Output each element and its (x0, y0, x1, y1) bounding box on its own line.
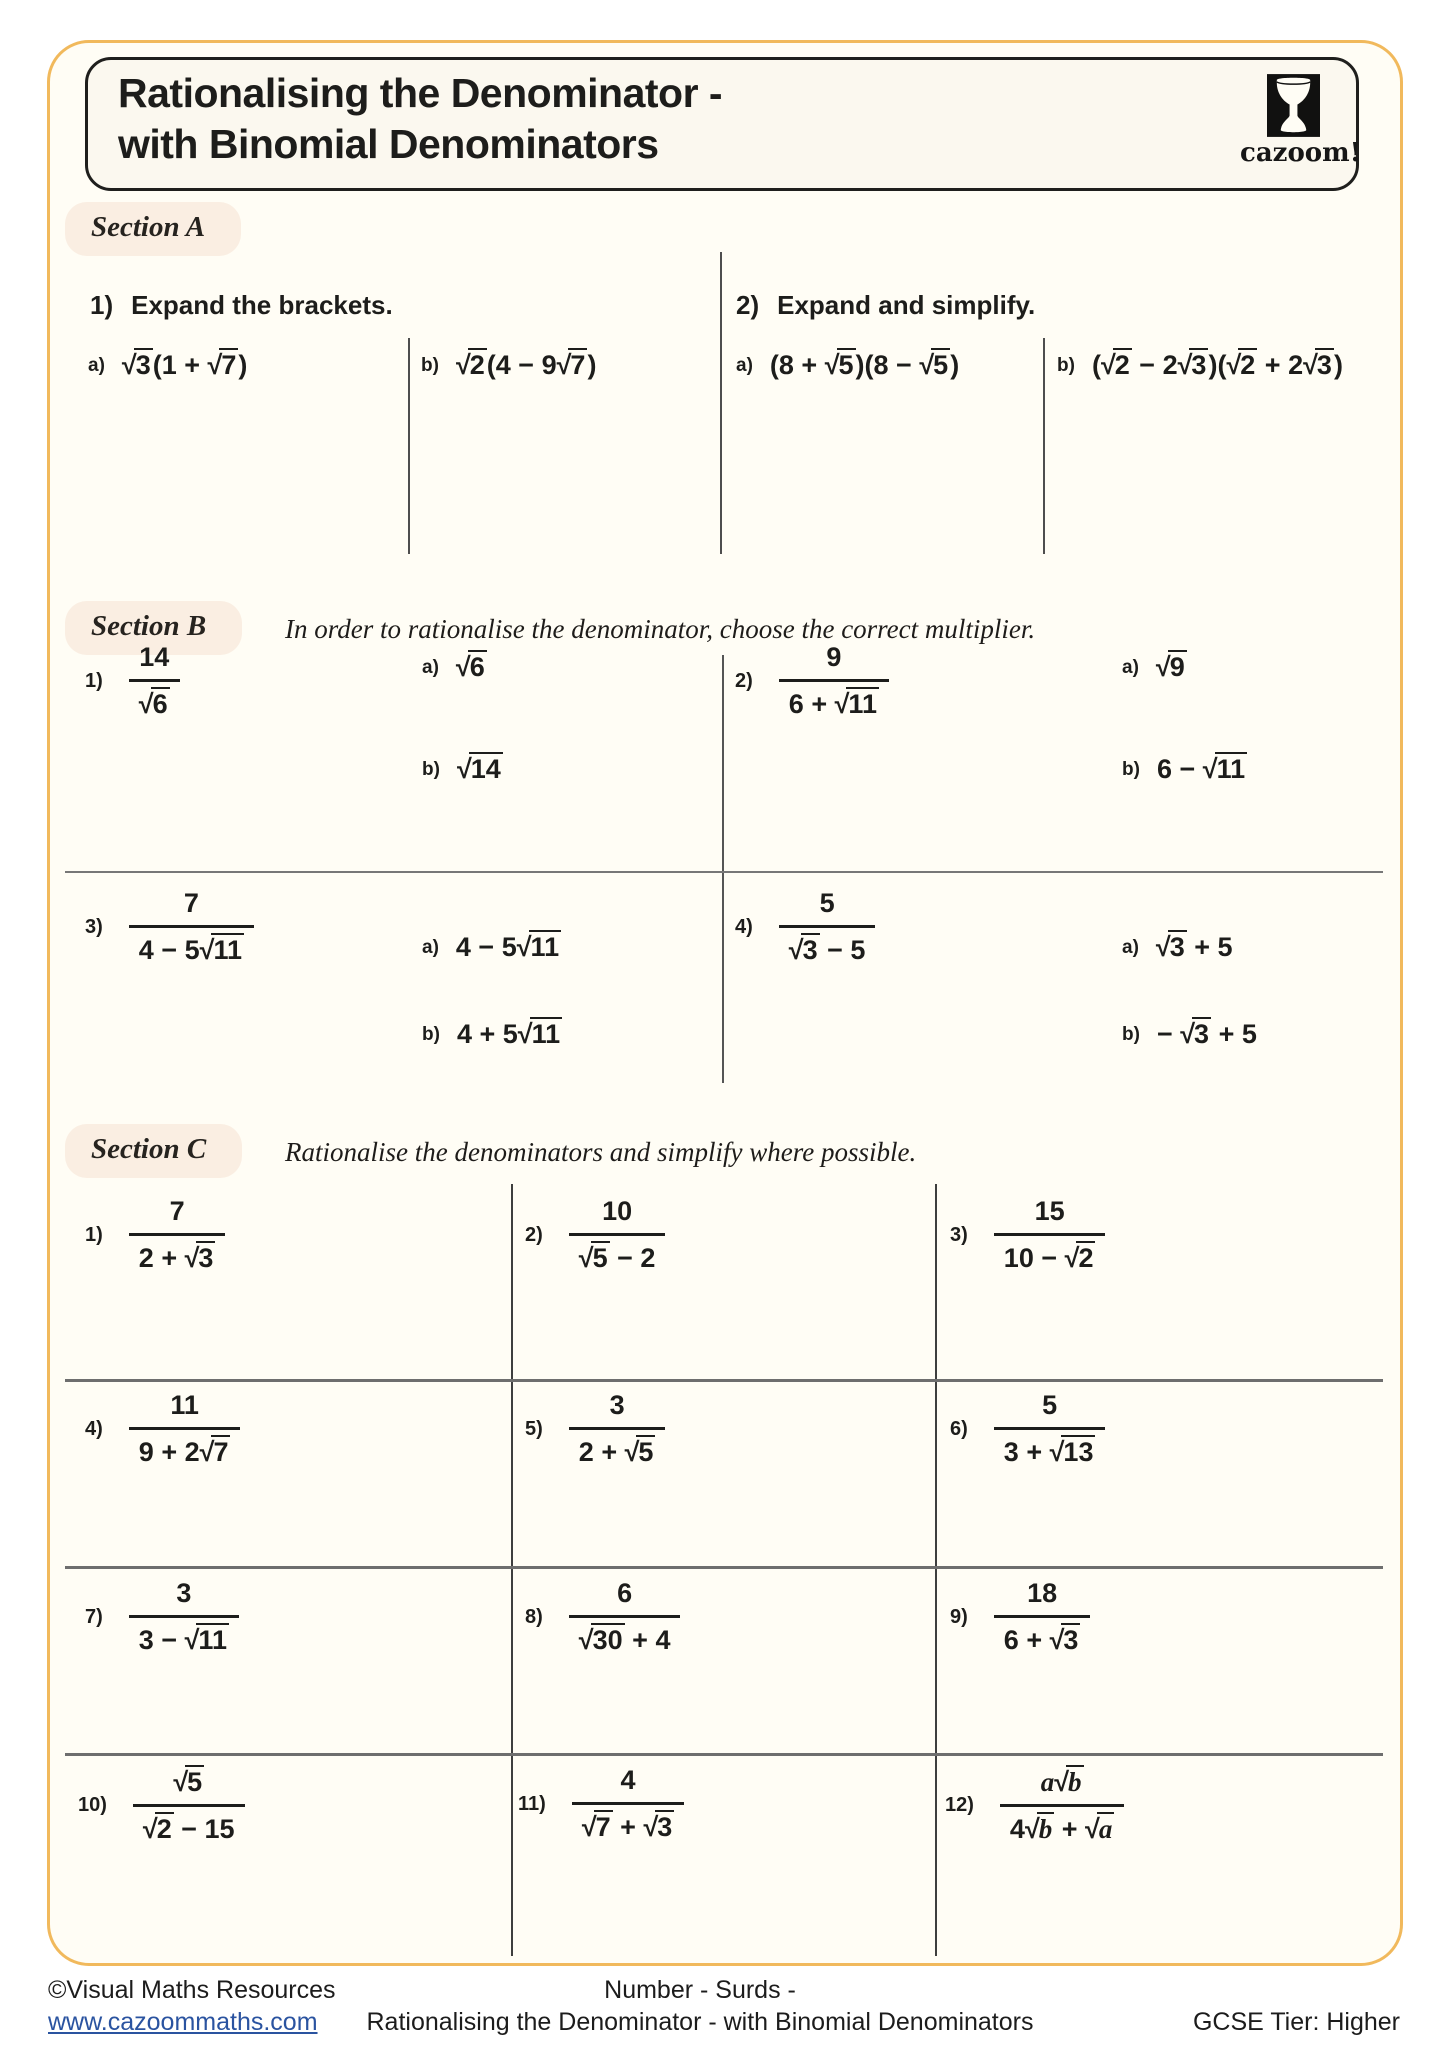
option-label: a) (1122, 657, 1139, 678)
math-expression: $\frac{3}{3 - √11}$ (129, 1578, 239, 1657)
prompt-text: Expand the brackets. (131, 290, 393, 320)
drum-icon (1267, 74, 1320, 137)
footer-copyright: ©Visual Maths Resources (48, 1976, 336, 2004)
footer-topic-line2: Rationalising the Denominator - with Binomial Denominators (366, 2008, 1034, 2036)
divider (935, 1184, 937, 1956)
section-c-q1 (85, 1196, 225, 1275)
question-number: 1) (90, 290, 114, 320)
logo-text: cazoom! (1240, 138, 1362, 168)
worksheet-title (118, 68, 722, 170)
math-expression: √2(4 − 9√7) (455, 350, 597, 380)
math-expression: $\frac{4}{√7 + √3}$ (572, 1765, 685, 1844)
question-number: 7) (85, 1605, 103, 1628)
title-line-1: Rationalising the Denominator - (118, 70, 723, 116)
section-c-badge: Section C (65, 1124, 242, 1178)
footer-topic-line1: Number - Surds - (604, 1976, 796, 2004)
title-box (85, 57, 1362, 191)
question-number: 3) (950, 1223, 968, 1246)
question-number: 10) (78, 1793, 107, 1816)
section-c-q5 (525, 1390, 665, 1469)
math-expression: (8 + √5)(8 − √5) (769, 350, 960, 380)
section-b-q2-option-a (1122, 650, 1187, 684)
option-label: b) (1122, 759, 1140, 780)
question-number: 12) (945, 1793, 974, 1816)
section-b-q4 (735, 888, 875, 967)
part-label: b) (421, 355, 439, 376)
math-expression: $\frac{14}{√6}$ (129, 642, 180, 721)
question-number: 2) (735, 669, 753, 692)
section-a-badge: Section A (65, 202, 241, 256)
section-c-q2 (525, 1196, 665, 1275)
section-c-q12 (945, 1765, 1124, 1846)
section-c-instruction: Rationalise the denominators and simplify where possible. (285, 1137, 917, 1167)
divider (722, 655, 724, 1083)
worksheet-sheet-border (47, 40, 1403, 1966)
title-line-2: with Binomial Denominators (118, 121, 659, 167)
footer-tier: GCSE Tier: Higher (1192, 2008, 1400, 2036)
divider (720, 252, 722, 554)
section-c-q6 (950, 1390, 1105, 1469)
section-b-q3 (85, 888, 254, 967)
math-expression: $\frac{3}{2 + √5}$ (569, 1390, 666, 1469)
math-expression: 4 − 5√11 (455, 932, 560, 962)
question-number: 9) (950, 1605, 968, 1628)
section-b-instruction: In order to rationalise the denominator, choose the correct multiplier. (285, 614, 1036, 644)
question-number: 6) (950, 1417, 968, 1440)
question-number: 1) (85, 669, 103, 692)
divider (408, 338, 410, 554)
math-expression: (√2 − 2√3)(√2 + 2√3) (1091, 350, 1343, 380)
math-expression: 6 − √11 (1156, 754, 1246, 784)
math-expression: √9 (1155, 652, 1185, 682)
question-number: 4) (735, 915, 753, 938)
question-number: 4) (85, 1417, 103, 1440)
option-label: b) (422, 759, 440, 780)
section-a-q2-prompt (736, 290, 1035, 321)
section-c-q3 (950, 1196, 1105, 1275)
section-c-q10 (78, 1765, 245, 1846)
section-c-q7 (85, 1578, 239, 1657)
question-number: 2) (736, 290, 760, 320)
cazoom-logo (1240, 74, 1362, 168)
math-expression: $\frac{5}{3 + √13}$ (994, 1390, 1106, 1469)
math-expression: − √3 + 5 (1156, 1019, 1257, 1049)
section-a-q1-part-a (88, 348, 247, 382)
math-expression: √3 + 5 (1155, 932, 1233, 962)
section-b-q1 (85, 642, 180, 721)
section-a-q2-part-b (1057, 348, 1343, 382)
section-b-q4-option-b (1122, 1017, 1257, 1051)
part-label: b) (1057, 355, 1075, 376)
section-a-q2-part-a (736, 348, 959, 382)
section-b-q3-option-a (422, 930, 561, 964)
math-expression: √3(1 + √7) (121, 350, 248, 380)
question-number: 1) (85, 1223, 103, 1246)
math-expression: $\frac{6}{√30 + 4}$ (569, 1578, 681, 1657)
question-number: 11) (518, 1792, 546, 1815)
math-expression: $\frac{√5}{√2 - 15}$ (133, 1765, 245, 1846)
option-label: a) (422, 657, 439, 678)
option-label: b) (422, 1024, 440, 1045)
math-expression: $\frac{7}{4 - 5√11}$ (129, 888, 254, 967)
question-number: 3) (85, 915, 103, 938)
question-number: 8) (525, 1605, 543, 1628)
divider (65, 1379, 1383, 1382)
section-b-q2-option-b (1122, 752, 1247, 786)
section-b-q1-option-a (422, 650, 487, 684)
section-c-q9 (950, 1578, 1090, 1657)
prompt-text: Expand and simplify. (777, 290, 1036, 320)
math-expression: 4 + 5√11 (456, 1019, 561, 1049)
math-expression: $\frac{a√b}{4√b + √a}$ (1000, 1765, 1124, 1846)
section-b-q1-option-b (422, 752, 503, 786)
option-label: a) (1122, 937, 1139, 958)
math-expression: $\frac{18}{6 + √3}$ (994, 1578, 1091, 1657)
section-c-q4 (85, 1390, 240, 1469)
math-expression: $\frac{5}{√3 - 5}$ (779, 888, 876, 967)
section-a-q1-prompt (90, 290, 393, 321)
math-expression: √6 (455, 652, 485, 682)
divider (511, 1184, 513, 1956)
section-a-q1-part-b (421, 348, 596, 382)
part-label: a) (736, 355, 753, 376)
divider (65, 871, 1383, 873)
section-b-q4-option-a (1122, 930, 1233, 964)
section-b-badge: Section B (65, 601, 242, 655)
math-expression: $\frac{15}{10 - √2}$ (994, 1196, 1106, 1275)
part-label: a) (88, 355, 105, 376)
section-b-q2 (735, 642, 889, 721)
divider (65, 1566, 1383, 1569)
option-label: a) (422, 937, 439, 958)
divider (1043, 338, 1045, 554)
section-c-q8 (525, 1578, 680, 1657)
footer-url-link[interactable]: www.cazoommaths.com (48, 2008, 318, 2036)
option-label: b) (1122, 1024, 1140, 1045)
section-c-q11 (518, 1765, 684, 1844)
math-expression: $\frac{9}{6 + √11}$ (779, 642, 889, 721)
math-expression: $\frac{10}{√5 - 2}$ (569, 1196, 666, 1275)
section-b-q3-option-b (422, 1017, 562, 1051)
question-number: 5) (525, 1417, 543, 1440)
math-expression: $\frac{7}{2 + √3}$ (129, 1196, 226, 1275)
math-expression: √14 (456, 754, 501, 784)
math-expression: $\frac{11}{9 + 2√7}$ (129, 1390, 241, 1469)
divider (65, 1753, 1383, 1756)
question-number: 2) (525, 1223, 543, 1246)
